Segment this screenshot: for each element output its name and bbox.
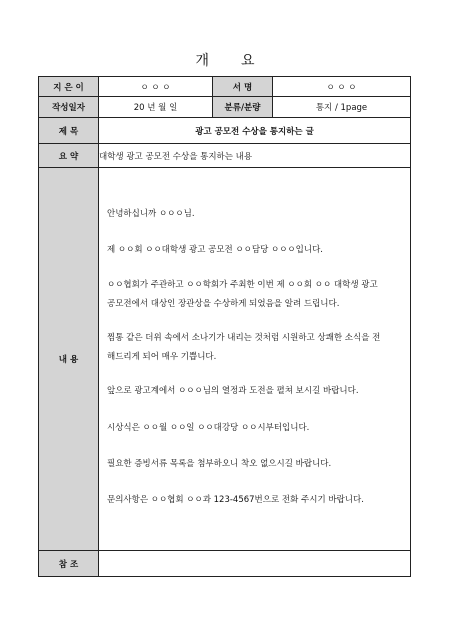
- subject-value: 광고 공모전 수상을 통지하는 글: [99, 118, 411, 144]
- content-paragraph-1: 안녕하십니까 ㅇㅇㅇ님.: [107, 209, 195, 219]
- content-paragraph-3a: ㅇㅇ협회가 주관하고 ㅇㅇ학회가 주최한 이번 제 ㅇㅇ회 ㅇㅇ 대학생 광고: [107, 280, 378, 290]
- subject-label: 제 목: [39, 118, 99, 144]
- document-title: [0, 50, 450, 70]
- date-row: [39, 97, 411, 118]
- content-paragraph-7: 필요한 증빙서류 목록을 첨부하오니 착오 없으시길 바랍니다.: [107, 459, 332, 469]
- content-paragraph-8: 문의사항은 ㅇㅇ협회 ㅇㅇ과 123-4567번으로 전화 주시기 바랍니다.: [107, 495, 364, 505]
- content-paragraph-5: 앞으로 광고계에서 ㅇㅇㅇ님의 열정과 도전을 펼쳐 보시길 바랍니다.: [107, 386, 359, 396]
- category-value: 통지 / 1page: [273, 97, 411, 118]
- content-row: [39, 168, 411, 551]
- date-value: 20 년 월 일: [99, 97, 213, 118]
- reference-value: [99, 551, 411, 577]
- author-label: 지 은 이: [39, 77, 99, 97]
- content-body: [99, 168, 411, 551]
- summary-value: 대학생 광고 공모전 수상을 통지하는 내용: [99, 144, 411, 168]
- subject-row: [39, 118, 411, 144]
- overview-form-table: [38, 76, 411, 577]
- date-label: 작성일자: [39, 97, 99, 118]
- category-label: 분류/분량: [213, 97, 273, 118]
- author-value: ㅇ ㅇ ㅇ: [99, 77, 213, 97]
- content-paragraph-4b: 해드리게 되어 매우 기쁩니다.: [107, 352, 217, 362]
- title-char-1: 개: [195, 53, 209, 69]
- author-row: [39, 77, 411, 97]
- content-paragraph-6: 시상식은 ㅇㅇ월 ㅇㅇ일 ㅇㅇ대강당 ㅇㅇ시부터입니다.: [107, 423, 310, 433]
- title-char-2: 요: [241, 53, 255, 69]
- content-paragraph-2: 제 ㅇㅇ회 ㅇㅇ대학생 광고 공모전 ㅇㅇ담당 ㅇㅇㅇ입니다.: [107, 245, 323, 255]
- content-label: 내 용: [39, 168, 99, 551]
- reference-label: 참 조: [39, 551, 99, 577]
- summary-label: 요 약: [39, 144, 99, 168]
- summary-row: [39, 144, 411, 168]
- content-paragraph-4a: 찜통 같은 더위 속에서 소나기가 내리는 것처럼 시원하고 상쾌한 소식을 전: [107, 333, 381, 343]
- reference-row: [39, 551, 411, 577]
- sign-label: 서 명: [213, 77, 273, 97]
- content-paragraph-3b: 공모전에서 대상인 장관상을 수상하게 되었음을 알려 드립니다.: [107, 299, 340, 309]
- sign-value: ㅇ ㅇ ㅇ: [273, 77, 411, 97]
